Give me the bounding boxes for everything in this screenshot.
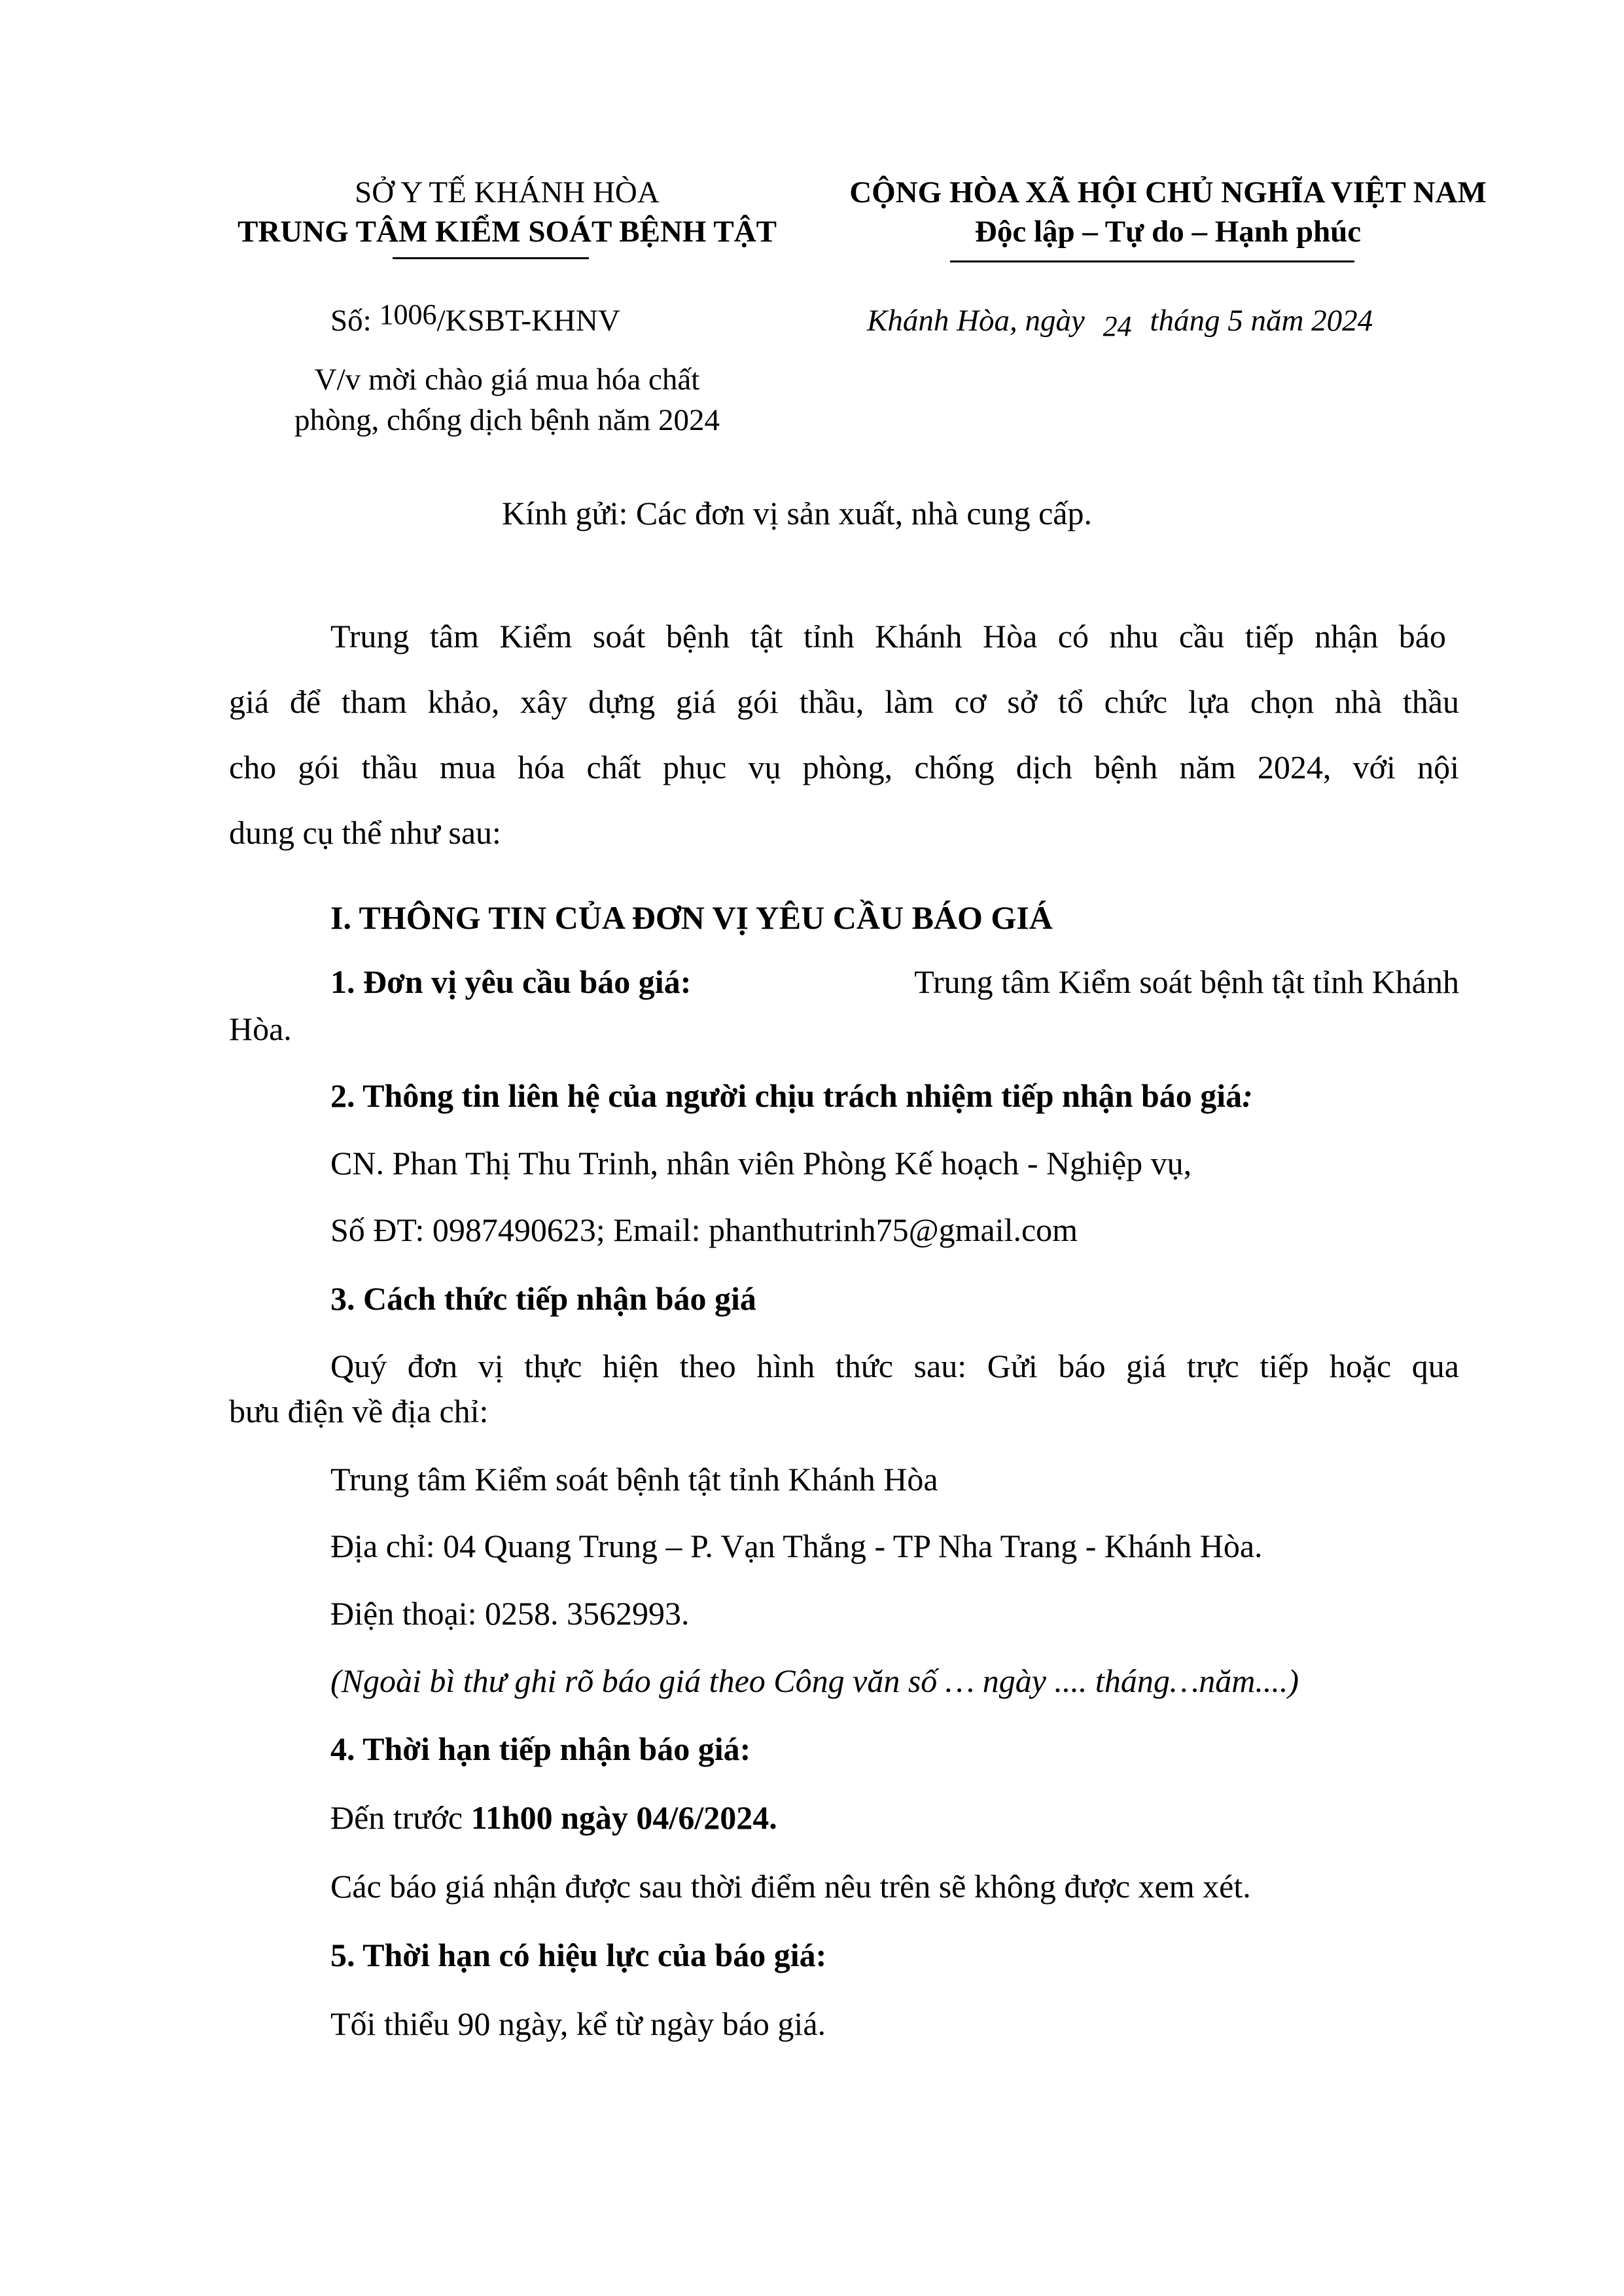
item-3-address: Địa chỉ: 04 Quang Trung – P. Vạn Thắng - TP Nha Trang - Khánh Hòa.: [330, 1528, 1263, 1564]
date-suffix: tháng 5 năm 2024: [1150, 304, 1373, 338]
motto-underline: [950, 260, 1354, 262]
item-3-phone: Điện thoại: 0258. 3562993.: [330, 1595, 690, 1632]
item-3-org: Trung tâm Kiểm soát bệnh tật tỉnh Khánh Hòa: [330, 1461, 938, 1498]
date-prefix: Khánh Hòa, ngày: [867, 304, 1085, 338]
document-date: [867, 302, 1373, 340]
contact-person: CN. Phan Thị Thu Trinh, nhân viên Phòng Kế hoạch - Nghiệp vụ,: [330, 1145, 1192, 1181]
item-4-deadline-value: 11h00 ngày 04/6/2024.: [470, 1799, 777, 1836]
intro-line-4: dung cụ thể như sau:: [229, 814, 501, 851]
item-5-value: Tối thiểu 90 ngày, kể từ ngày báo giá.: [330, 2005, 826, 2042]
doc-no-suffix: /KSBT-KHNV: [436, 304, 620, 338]
date-day: 24: [1103, 310, 1132, 342]
item-3-note: (Ngoài bì thư ghi rõ báo giá theo Công văn số … ngày .... tháng…năm....): [330, 1662, 1299, 1699]
item-4-deadline: [330, 1797, 777, 1839]
intro-line-1: Trung tâm Kiểm soát bệnh tật tỉnh Khánh Hòa có nhu cầu tiếp nhận báo: [330, 618, 1446, 655]
recipient: Kính gửi: Các đơn vị sản xuất, nhà cung cấp.: [502, 495, 1092, 531]
country-name: CỘNG HÒA XÃ HỘI CHỦ NGHĨA VIỆT NAM: [849, 175, 1487, 209]
doc-no-label: Số:: [330, 304, 372, 338]
subject-line-2: phòng, chống dịch bệnh năm 2024: [294, 403, 720, 437]
intro-line-3: cho gói thầu mua hóa chất phục vụ phòng, chống dịch bệnh năm 2024, với nội: [229, 749, 1459, 785]
item-1-value: Trung tâm Kiểm soát bệnh tật tỉnh Khánh: [914, 963, 1459, 1000]
document-number: [330, 298, 620, 340]
item-2-label-text: 2. Thông tin liên hệ của người chịu trách nhiệm tiếp nhận báo giá: [330, 1077, 1243, 1114]
doc-no-value: 1006: [379, 298, 437, 331]
item-1-value-cont: Hòa.: [229, 1011, 292, 1047]
item-2-colon: :: [1242, 1077, 1253, 1114]
item-1-label: 1. Đơn vị yêu cầu báo giá:: [330, 963, 692, 1000]
item-4-label: 4. Thời hạn tiếp nhận báo giá:: [330, 1731, 751, 1767]
item-3-line-2: bưu điện về địa chỉ:: [229, 1393, 489, 1429]
item-4-prefix: Đến trước: [330, 1799, 463, 1836]
item-3-label: 3. Cách thức tiếp nhận báo giá: [330, 1280, 756, 1317]
item-3-line-1: Quý đơn vị thực hiện theo hình thức sau: Gửi báo giá trực tiếp hoặc qua: [330, 1348, 1459, 1384]
agency-parent: SỞ Y TẾ KHÁNH HÒA: [355, 175, 660, 209]
item-5-label: 5. Thời hạn có hiệu lực của báo giá:: [330, 1937, 827, 1973]
intro-line-2: giá để tham khảo, xây dựng giá gói thầu, làm cơ sở tổ chức lựa chọn nhà thầu: [229, 683, 1459, 720]
section-1-title: I. THÔNG TIN CỦA ĐƠN VỊ YÊU CẦU BÁO GIÁ: [330, 899, 1053, 936]
item-4-note: Các báo giá nhận được sau thời điểm nêu trên sẽ không được xem xét.: [330, 1868, 1251, 1905]
subject-line-1: V/v mời chào giá mua hóa chất: [314, 363, 700, 397]
national-motto: Độc lập – Tự do – Hạnh phúc: [974, 215, 1362, 249]
agency-name: TRUNG TÂM KIỂM SOÁT BỆNH TẬT: [238, 215, 777, 249]
agency-underline: [393, 257, 589, 259]
contact-phone-email: Số ĐT: 0987490623; Email: phanthutrinh75@gmail.com: [330, 1211, 1078, 1248]
item-2-label: [330, 1075, 1253, 1117]
item-1: [330, 961, 1459, 1003]
